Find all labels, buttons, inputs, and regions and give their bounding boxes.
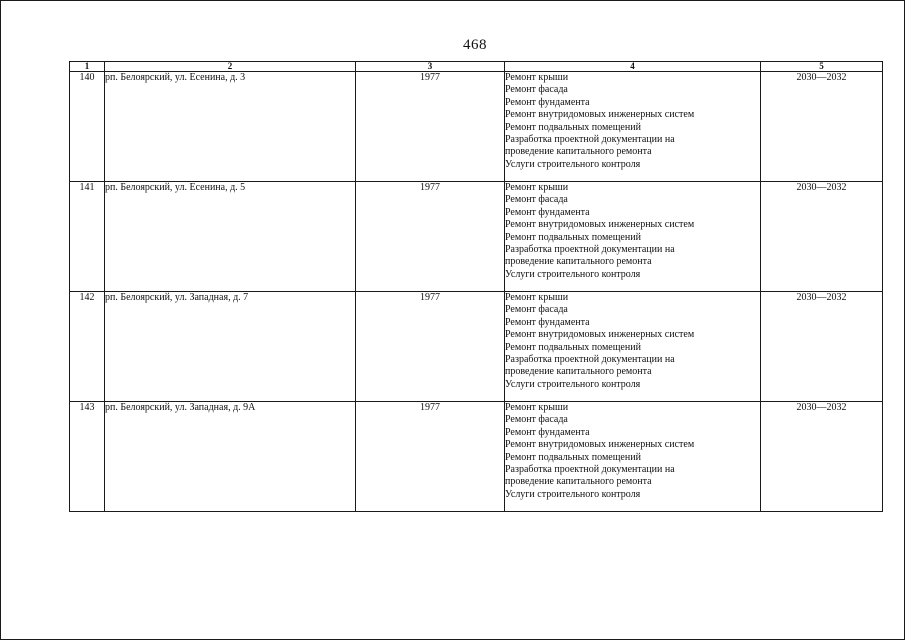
- column-header: 3: [356, 62, 505, 72]
- work-item: Ремонт фундамента: [505, 96, 590, 108]
- row-works: [505, 402, 761, 512]
- table-row: [70, 402, 883, 512]
- work-item: проведение капитального ремонта: [505, 476, 652, 488]
- work-item: Ремонт фундамента: [505, 426, 590, 438]
- work-item: Ремонт подвальных помещений: [505, 341, 641, 353]
- work-item: Ремонт подвальных помещений: [505, 451, 641, 463]
- work-item: Услуги строительного контроля: [505, 158, 641, 170]
- row-year: 1977: [356, 402, 505, 512]
- work-item: проведение капитального ремонта: [505, 146, 652, 158]
- row-number: 141: [70, 182, 105, 292]
- work-item: Разработка проектной документации на: [505, 134, 675, 146]
- row-number: 142: [70, 292, 105, 402]
- work-item: Разработка проектной документации на: [505, 354, 675, 366]
- work-item: проведение капитального ремонта: [505, 366, 652, 378]
- row-period: 2030—2032: [761, 292, 883, 402]
- work-item: Услуги строительного контроля: [505, 378, 641, 390]
- work-item: Ремонт крыши: [505, 402, 569, 413]
- column-header: 2: [105, 62, 356, 72]
- work-item: Услуги строительного контроля: [505, 488, 641, 500]
- work-item: Ремонт подвальных помещений: [505, 121, 641, 133]
- work-item: Ремонт подвальных помещений: [505, 231, 641, 243]
- work-item: Ремонт фасада: [505, 194, 568, 206]
- row-year: 1977: [356, 182, 505, 292]
- row-year: 1977: [356, 72, 505, 182]
- repair-schedule-table: [69, 61, 883, 512]
- work-item: Ремонт крыши: [505, 292, 569, 303]
- work-item: Услуги строительного контроля: [505, 268, 641, 280]
- work-item: Ремонт фасада: [505, 414, 568, 426]
- row-period: 2030—2032: [761, 182, 883, 292]
- work-item: Ремонт фундамента: [505, 206, 590, 218]
- work-item: Ремонт внутридомовых инженерных систем: [505, 219, 695, 231]
- page-number: 468: [463, 37, 487, 53]
- work-item: Ремонт крыши: [505, 72, 569, 83]
- work-item: Ремонт внутридомовых инженерных систем: [505, 439, 695, 451]
- header-row: [70, 62, 883, 72]
- work-item: Ремонт фундамента: [505, 316, 590, 328]
- table-row: [70, 182, 883, 292]
- work-item: Ремонт фасада: [505, 304, 568, 316]
- table-row: [70, 72, 883, 182]
- work-item: Ремонт крыши: [505, 182, 569, 193]
- row-period: 2030—2032: [761, 72, 883, 182]
- row-works: [505, 182, 761, 292]
- work-item: проведение капитального ремонта: [505, 256, 652, 268]
- row-address: рп. Белоярский, ул. Есенина, д. 3: [105, 72, 356, 182]
- row-address: рп. Белоярский, ул. Западная, д. 7: [105, 292, 356, 402]
- column-header: 4: [505, 62, 761, 72]
- work-item: Ремонт внутридомовых инженерных систем: [505, 329, 695, 341]
- row-number: 140: [70, 72, 105, 182]
- row-period: 2030—2032: [761, 402, 883, 512]
- row-address: рп. Белоярский, ул. Есенина, д. 5: [105, 182, 356, 292]
- row-works: [505, 72, 761, 182]
- table-row: [70, 292, 883, 402]
- row-address: рп. Белоярский, ул. Западная, д. 9А: [105, 402, 356, 512]
- column-header: 5: [761, 62, 883, 72]
- row-works: [505, 292, 761, 402]
- work-item: Ремонт внутридомовых инженерных систем: [505, 109, 695, 121]
- work-item: Разработка проектной документации на: [505, 464, 675, 476]
- row-year: 1977: [356, 292, 505, 402]
- work-item: Ремонт фасада: [505, 84, 568, 96]
- work-item: Разработка проектной документации на: [505, 244, 675, 256]
- column-header: 1: [70, 62, 105, 72]
- row-number: 143: [70, 402, 105, 512]
